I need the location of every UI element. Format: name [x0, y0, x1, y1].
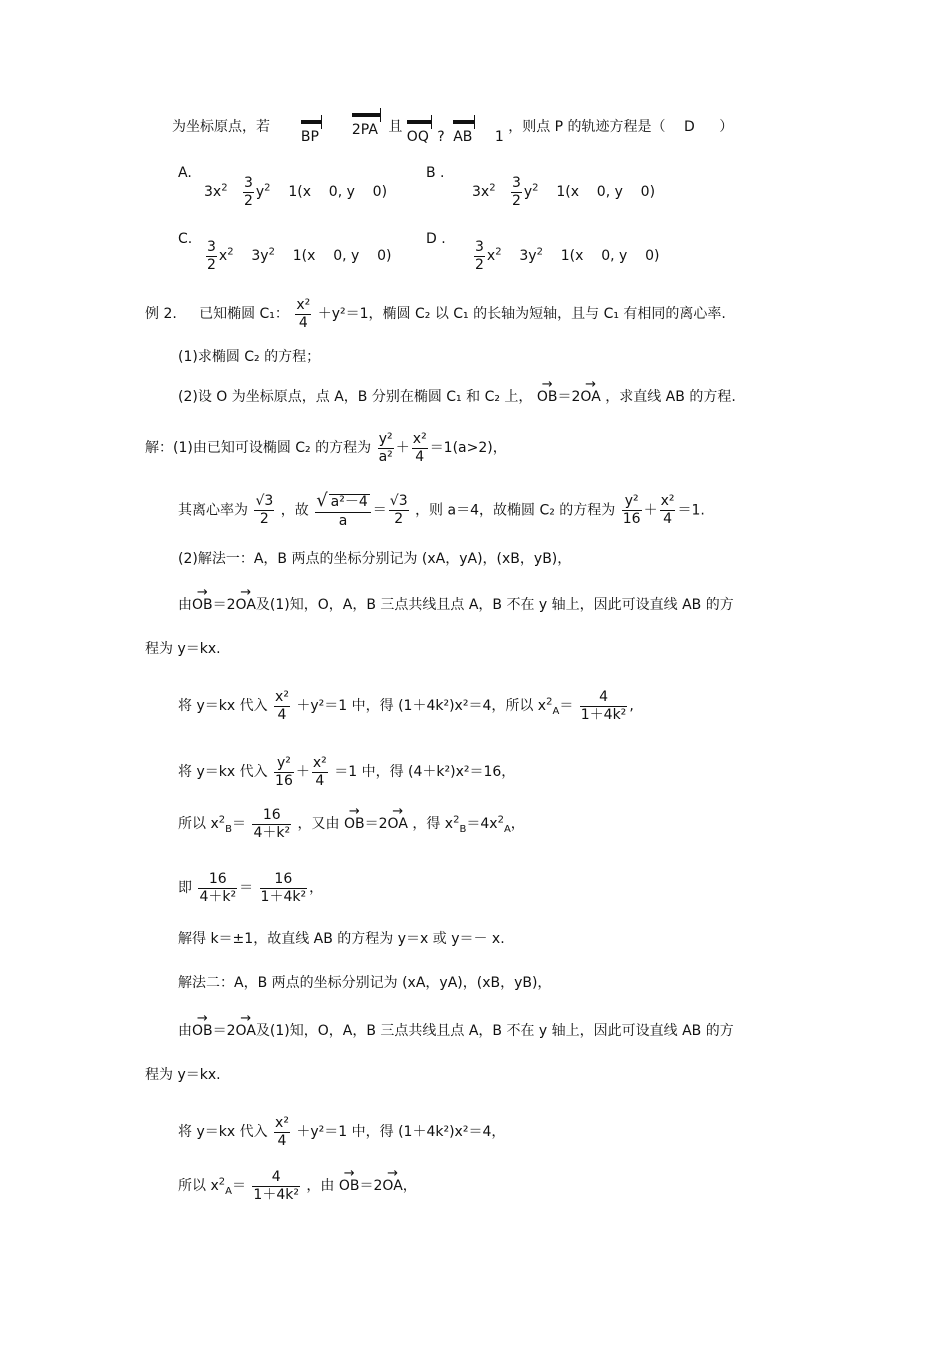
fraction: $\frac{\text{y²}}{16}$ [275, 755, 293, 789]
method-2-line-2: 由→ OB＝2→ OA及(1)知，O，A，B 三点共线且点 A，B 不在 y 轴上，因此可设直线 AB 的方 [178, 1024, 734, 1038]
fraction: $\frac{16}{\text{4＋k²}}$ [199, 871, 237, 905]
option-c-label: C. [178, 231, 193, 247]
method-1-line-2: 由→ OB＝2→ OA及(1)知，O，A，B 三点共线且点 A，B 不在 y 轴上，因此可设直线 AB 的方 [178, 598, 734, 612]
example-text: ＋y²＝1，椭圆 C₂ 以 C₁ 的长轴为短轴，且与 C₁ 有相同的离心率. [317, 306, 726, 323]
method-2-line-4: 将 y＝kx 代入 $\frac{\text{x²}}{4}$ ＋y²＝1 中，得 (1＋4k²)x²＝4， [178, 1115, 506, 1149]
method-1-line-5: 将 y＝kx 代入 $\frac{\text{y²}}{16}$ ＋ $\frac{\text{x²}}{4}$ ＝1 中，得 (4＋k²)x²＝16， [178, 755, 516, 789]
method-1-line-6: 所以 $x^2_B=$ $\frac{16}{\text{4＋k²}}$ ，又由 → OB＝2→ OA ，得 $x^2_B=4x^2_A$， [178, 808, 525, 840]
question-line [172, 119, 734, 145]
option-b: $3x^2$ $\frac{3}{2}$ $y^2$ 1(x 0, y 0) [472, 175, 656, 209]
question-prefix: 为坐标原点，若 [172, 119, 270, 135]
method-1-result: 解得 k＝±1，故直线 AB 的方程为 y＝x 或 y＝－ x. [178, 931, 505, 947]
example-2-line [145, 298, 726, 330]
vector-2pa: 2PA [351, 122, 378, 138]
method-1-intro: (2)解法一：A，B 两点的坐标分别记为 (xA，yA)，(xB，yB)， [178, 551, 572, 567]
option-d-label: D . [426, 231, 446, 247]
fraction: $\frac{4}{\text{1＋4k²}}$ [253, 1169, 299, 1203]
method-2-line-5: 所以 $x^2_A=$ $\frac{4}{\text{1＋4k²}}$ ，由 → OB＝2→ OA， [178, 1170, 417, 1202]
and-text: 且 [388, 119, 403, 135]
method-2-intro: 解法二：A，B 两点的坐标分别记为 (xA，yA)，(xB，yB)， [178, 975, 552, 991]
rhs-one: 1 [494, 129, 504, 145]
method-1-line-3: 程为 y＝kx. [145, 641, 221, 657]
example-title: 例 2. [145, 306, 177, 323]
fraction: $\frac{16}{\text{1＋4k²}}$ [260, 871, 307, 905]
fraction: $\frac{\text{x²}}{4}$ [660, 493, 675, 527]
fraction: $\frac{\text{x²}}{4}$ [412, 431, 427, 465]
option-b-label: B . [426, 165, 445, 181]
method-2-line-3: 程为 y＝kx. [145, 1067, 221, 1083]
fraction-sqrt: $\frac{\text{√ a²－4}}{a}$ [315, 492, 371, 529]
solution-line-2: 其离心率为 $\frac{√3}{2}$ ，故 $\frac{\text{√ a²－4}}{a}$ ＝ $\frac{√3}{2}$ ，则 a＝4，故椭圆 C₂ 的方程为 $\frac{\text{y²}}{16}$ ＋ $\frac{\text{x²}}{4}$ ＝1. [178, 490, 705, 529]
answer-letter: D [684, 119, 695, 135]
vector-ab: AB [453, 129, 473, 145]
vector-bp: BP [300, 129, 319, 145]
method-1-line-4: 将 y＝kx 代入 $\frac{\text{x²}}{4}$ ＋y²＝1 中，得 (1＋4k²)x²＝4，所以 $x^2_A=$ $\frac{4}{\text{1＋4k²}}$ , [178, 689, 634, 723]
fraction: $\frac{3}{2}$ [511, 175, 521, 209]
method-1-line-7: 即 $\frac{16}{\text{4＋k²}}$ ＝ $\frac{16}{\text{1＋4k²}}$ ， [178, 871, 324, 905]
part-2: (2)设 O 为坐标原点，点 A，B 分别在椭圆 C₁ 和 C₂ 上， → OB＝2→ OA ，求直线 AB 的方程. [178, 390, 736, 404]
option-c: $\frac{3}{2}$ $x^2$ $3y^2$ 1(x 0, y 0) [207, 239, 392, 273]
part-1: (1)求椭圆 C₂ 的方程； [178, 349, 321, 365]
fraction: $\frac{\text{y²}}{\text{a²}}$ [378, 431, 393, 465]
solution-line-1: 解：(1)由已知可设椭圆 C₂ 的方程为 $\frac{\text{y²}}{\text{a²}}$ ＋ $\frac{\text{x²}}{4}$ ＝1(a>2)， [145, 431, 507, 465]
fraction: $\frac{4}{\text{1＋4k²}}$ [580, 689, 627, 723]
fraction-x2-4: $\frac{\text{x²}}{4}$ [296, 297, 311, 331]
fraction: $\frac{16}{\text{4＋k²}}$ [253, 807, 291, 841]
fraction: $\frac{\text{y²}}{16}$ [622, 493, 641, 527]
dot-product: ? [437, 129, 445, 145]
vector-oq: OQ [406, 129, 429, 145]
fraction: $\frac{3}{2}$ [207, 239, 216, 273]
option-a: $3x^2$ $\frac{3}{2}$ $y^2$ 1(x 0, y 0) [204, 175, 388, 209]
fraction: $\frac{\text{x²}}{4}$ [312, 755, 327, 789]
option-a-label: A. [178, 165, 192, 181]
question-suffix: ，则点 P 的轨迹方程是（ [508, 119, 666, 135]
fraction-sqrt3-2: $\frac{√3}{2}$ [255, 493, 274, 527]
fraction-sqrt3-2: $\frac{√3}{2}$ [389, 493, 408, 527]
example-text: 已知椭圆 C₁： [199, 306, 289, 323]
fraction: $\frac{3}{2}$ [243, 175, 253, 209]
close-paren: ） [719, 119, 734, 135]
fraction: $\frac{3}{2}$ [475, 239, 484, 273]
option-d: $\frac{3}{2}$ $x^2$ $3y^2$ 1(x 0, y 0) [475, 239, 660, 273]
fraction: $\frac{\text{x²}}{4}$ [275, 1115, 289, 1149]
fraction: $\frac{\text{x²}}{4}$ [275, 689, 289, 723]
